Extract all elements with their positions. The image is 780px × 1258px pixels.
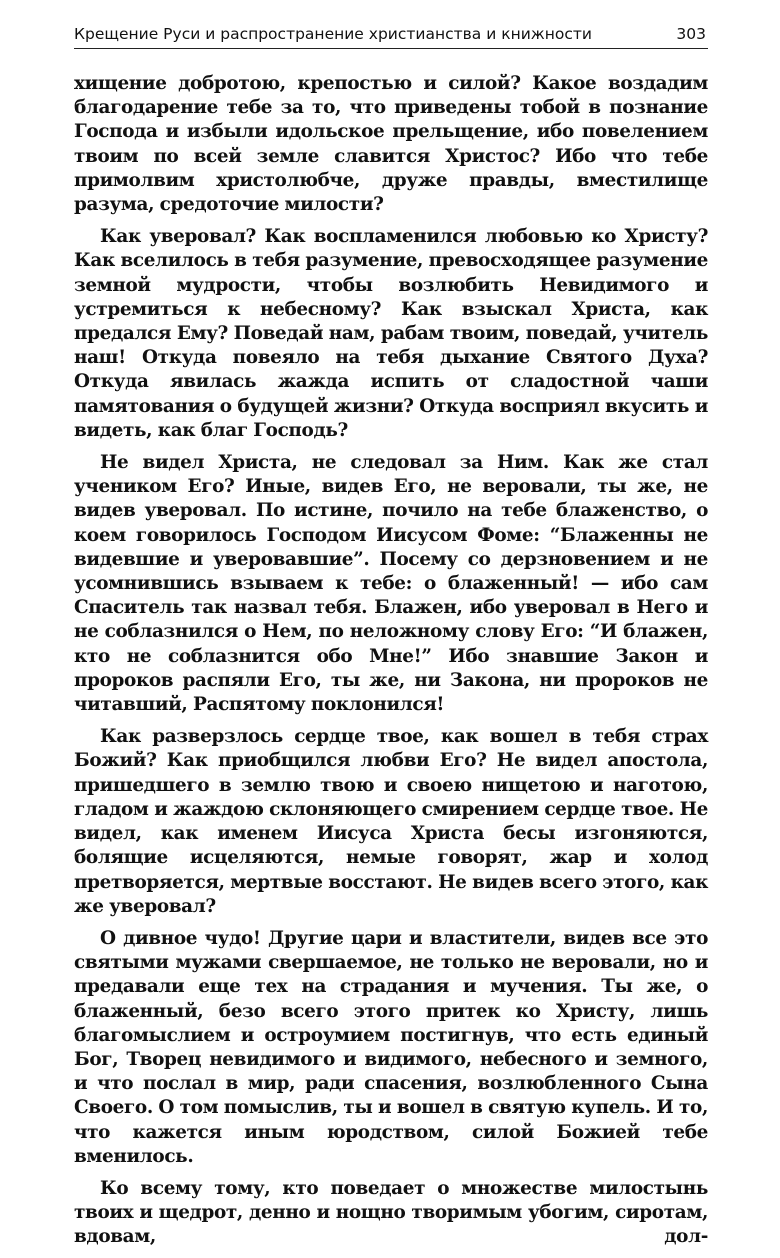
running-header-title: Крещение Руси и распространение христианства и книжности <box>74 25 593 43</box>
paragraph: Не видел Христа, не следовал за Ним. Как же стал учеником Его? Иные, видев Его, не веровали, ты же, не видев уверовал. По истине, почило на тебе блаженство, о коем говорилось Господом Иисусом Фоме: “Блаженны не видевшие и уверовавшие”. Посему со дерзновением и не усомнившись взываем к тебе: о блаженный! — ибо сам Спаситель так назвал тебя. Блажен, ибо уверовал в Него и не соблазнился о Нем, по неложному слову Его: “И блажен, кто не соблазнится обо Мне!” Ибо знавшие Закон и пророков распяли Его, ты же, ни Закона, ни пророков не читавший, Распятому поклонился! <box>74 452 708 716</box>
paragraph: Как уверовал? Как воспламенился любовью ко Христу? Как вселилось в тебя разумение, превосходящее разумение земной мудрости, чтобы возлюбить Невидимого и устремиться к небесному? Как взыскал Христа, как предался Ему? Поведай нам, рабам твоим, поведай, учитель наш! Откуда повеяло на тебя дыхание Святого Духа? Откуда явилась жажда испить от сладостной чаши памятования о будущей жизни? Откуда восприял вкусить и видеть, как благ Господь? <box>74 226 708 441</box>
paragraph: хищение добротою, крепостью и силой? Какое воздадим благодарение тебе за то, что приведены тобой в познание Господа и избыли идольское прельщение, ибо повелением твоим по всей земле славится Христос? Ибо что тебе примолвим христолюбче, друже правды, вместилище разума, средоточие милости? <box>74 73 708 216</box>
running-header <box>74 22 708 49</box>
paragraph: Как разверзлось сердце твое, как вошел в тебя страх Божий? Как приобщился любви Его? Не видел апостола, пришедшего в землю твою и своею нищетою и наготою, гладом и жаждою склоняющего смирением сердце твое. Не видел, как именем Иисуса Христа бесы изгоняются, болящие исцеляются, немые говорят, жар и холод претворяется, мертвые восстают. Не видев всего этого, как же уверовал? <box>74 726 708 917</box>
paragraph: О дивное чудо! Другие цари и властители, видев все это святыми мужами свершаемое, не только не веровали, но и предавали еще тех на страдания и мучения. Ты же, о блаженный, безо всего этого притек ко Христу, лишь благомыслием и остроумием постигнув, что есть единый Бог, Творец невидимого и видимого, небесного и земного, и что послал в мир, ради спасения, возлюбленного Сына Своего. О том помыслив, ты и вошел в святую купель. И то, что кажется иным юродством, силой Божией тебе вменилось. <box>74 927 708 1167</box>
page-number: 303 <box>676 25 706 43</box>
paragraph: Ко всему тому, кто поведает о множестве милостынь твоих и щедрот, денно и нощно творимым убогим, сиротам, вдовам, дол- <box>74 1177 708 1248</box>
body-text <box>74 72 708 1258</box>
